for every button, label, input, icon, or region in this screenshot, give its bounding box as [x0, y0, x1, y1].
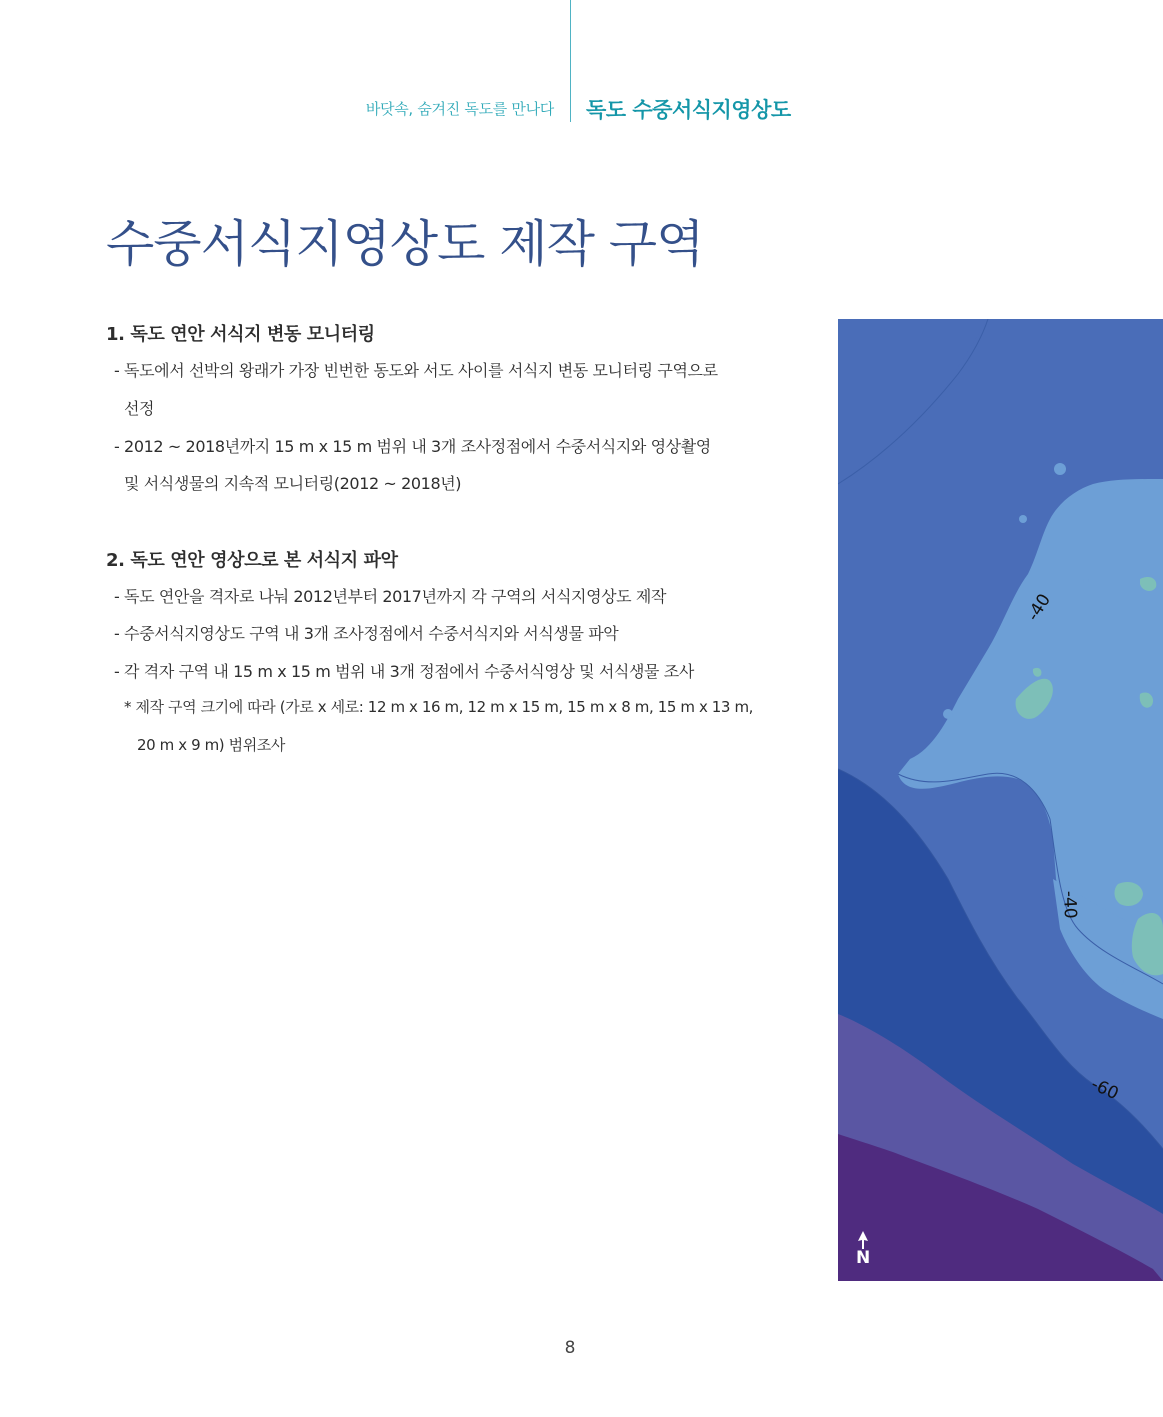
- islet-dot-3: [1083, 578, 1089, 584]
- section-2-bullet-1: - 독도 연안을 격자로 나눠 2012년부터 2017년까지 각 구역의 서식지영상도 제작: [114, 587, 667, 606]
- section-2-note: * 제작 구역 크기에 따라 (가로 x 세로: 12 m x 16 m, 12 m x 15 m, 15 m x 8 m, 15 m x 13 m,: [124, 698, 754, 716]
- contour-label-1: -40: [1023, 590, 1055, 625]
- islet-dot-5: [1116, 977, 1124, 985]
- section-1-bullet-2-cont: 및 서식생물의 지속적 모니터링(2012 ~ 2018년): [124, 474, 462, 493]
- contour-label-2: -40: [1059, 890, 1080, 919]
- section-2-bullet-3: - 각 격자 구역 내 15 m x 15 m 범위 내 3개 정점에서 수중서식영상 및 서식생물 조사: [114, 662, 694, 681]
- section-1-bullet-1-cont: 선정: [124, 399, 155, 418]
- north-label: N: [856, 1248, 871, 1268]
- section-2-note-cont: 20 m x 9 m) 범위조사: [137, 736, 285, 754]
- section-1-heading: 1. 독도 연안 서식지 변동 모니터링: [106, 324, 375, 345]
- islet-dot-4: [943, 709, 953, 719]
- bathymetry-map: [838, 319, 1163, 1281]
- header-chapter-title: 독도 수중서식지영상도: [586, 98, 791, 122]
- page-title: 수중서식지영상도 제작 구역: [106, 215, 704, 273]
- header-book-title: 바닷속, 숨겨진 독도를 만나다: [365, 100, 554, 118]
- section-1-bullet-1: - 독도에서 선박의 왕래가 가장 빈번한 동도와 서도 사이를 서식지 변동 모니터링 구역으로: [114, 361, 718, 380]
- section-1-bullet-2: - 2012 ~ 2018년까지 15 m x 15 m 범위 내 3개 조사정점에서 수중서식지와 영상촬영: [114, 437, 711, 456]
- section-2-bullet-2: - 수중서식지영상도 구역 내 3개 조사정점에서 수중서식지와 서식생물 파악: [114, 624, 619, 643]
- header-divider: [570, 0, 571, 122]
- page-number: 8: [564, 1338, 576, 1358]
- contour-label-3: -60: [1087, 1074, 1122, 1105]
- islet-dot-2: [1019, 515, 1027, 523]
- section-2-heading: 2. 독도 연안 영상으로 본 서식지 파악: [106, 550, 398, 571]
- islet-dot-1: [1054, 463, 1066, 475]
